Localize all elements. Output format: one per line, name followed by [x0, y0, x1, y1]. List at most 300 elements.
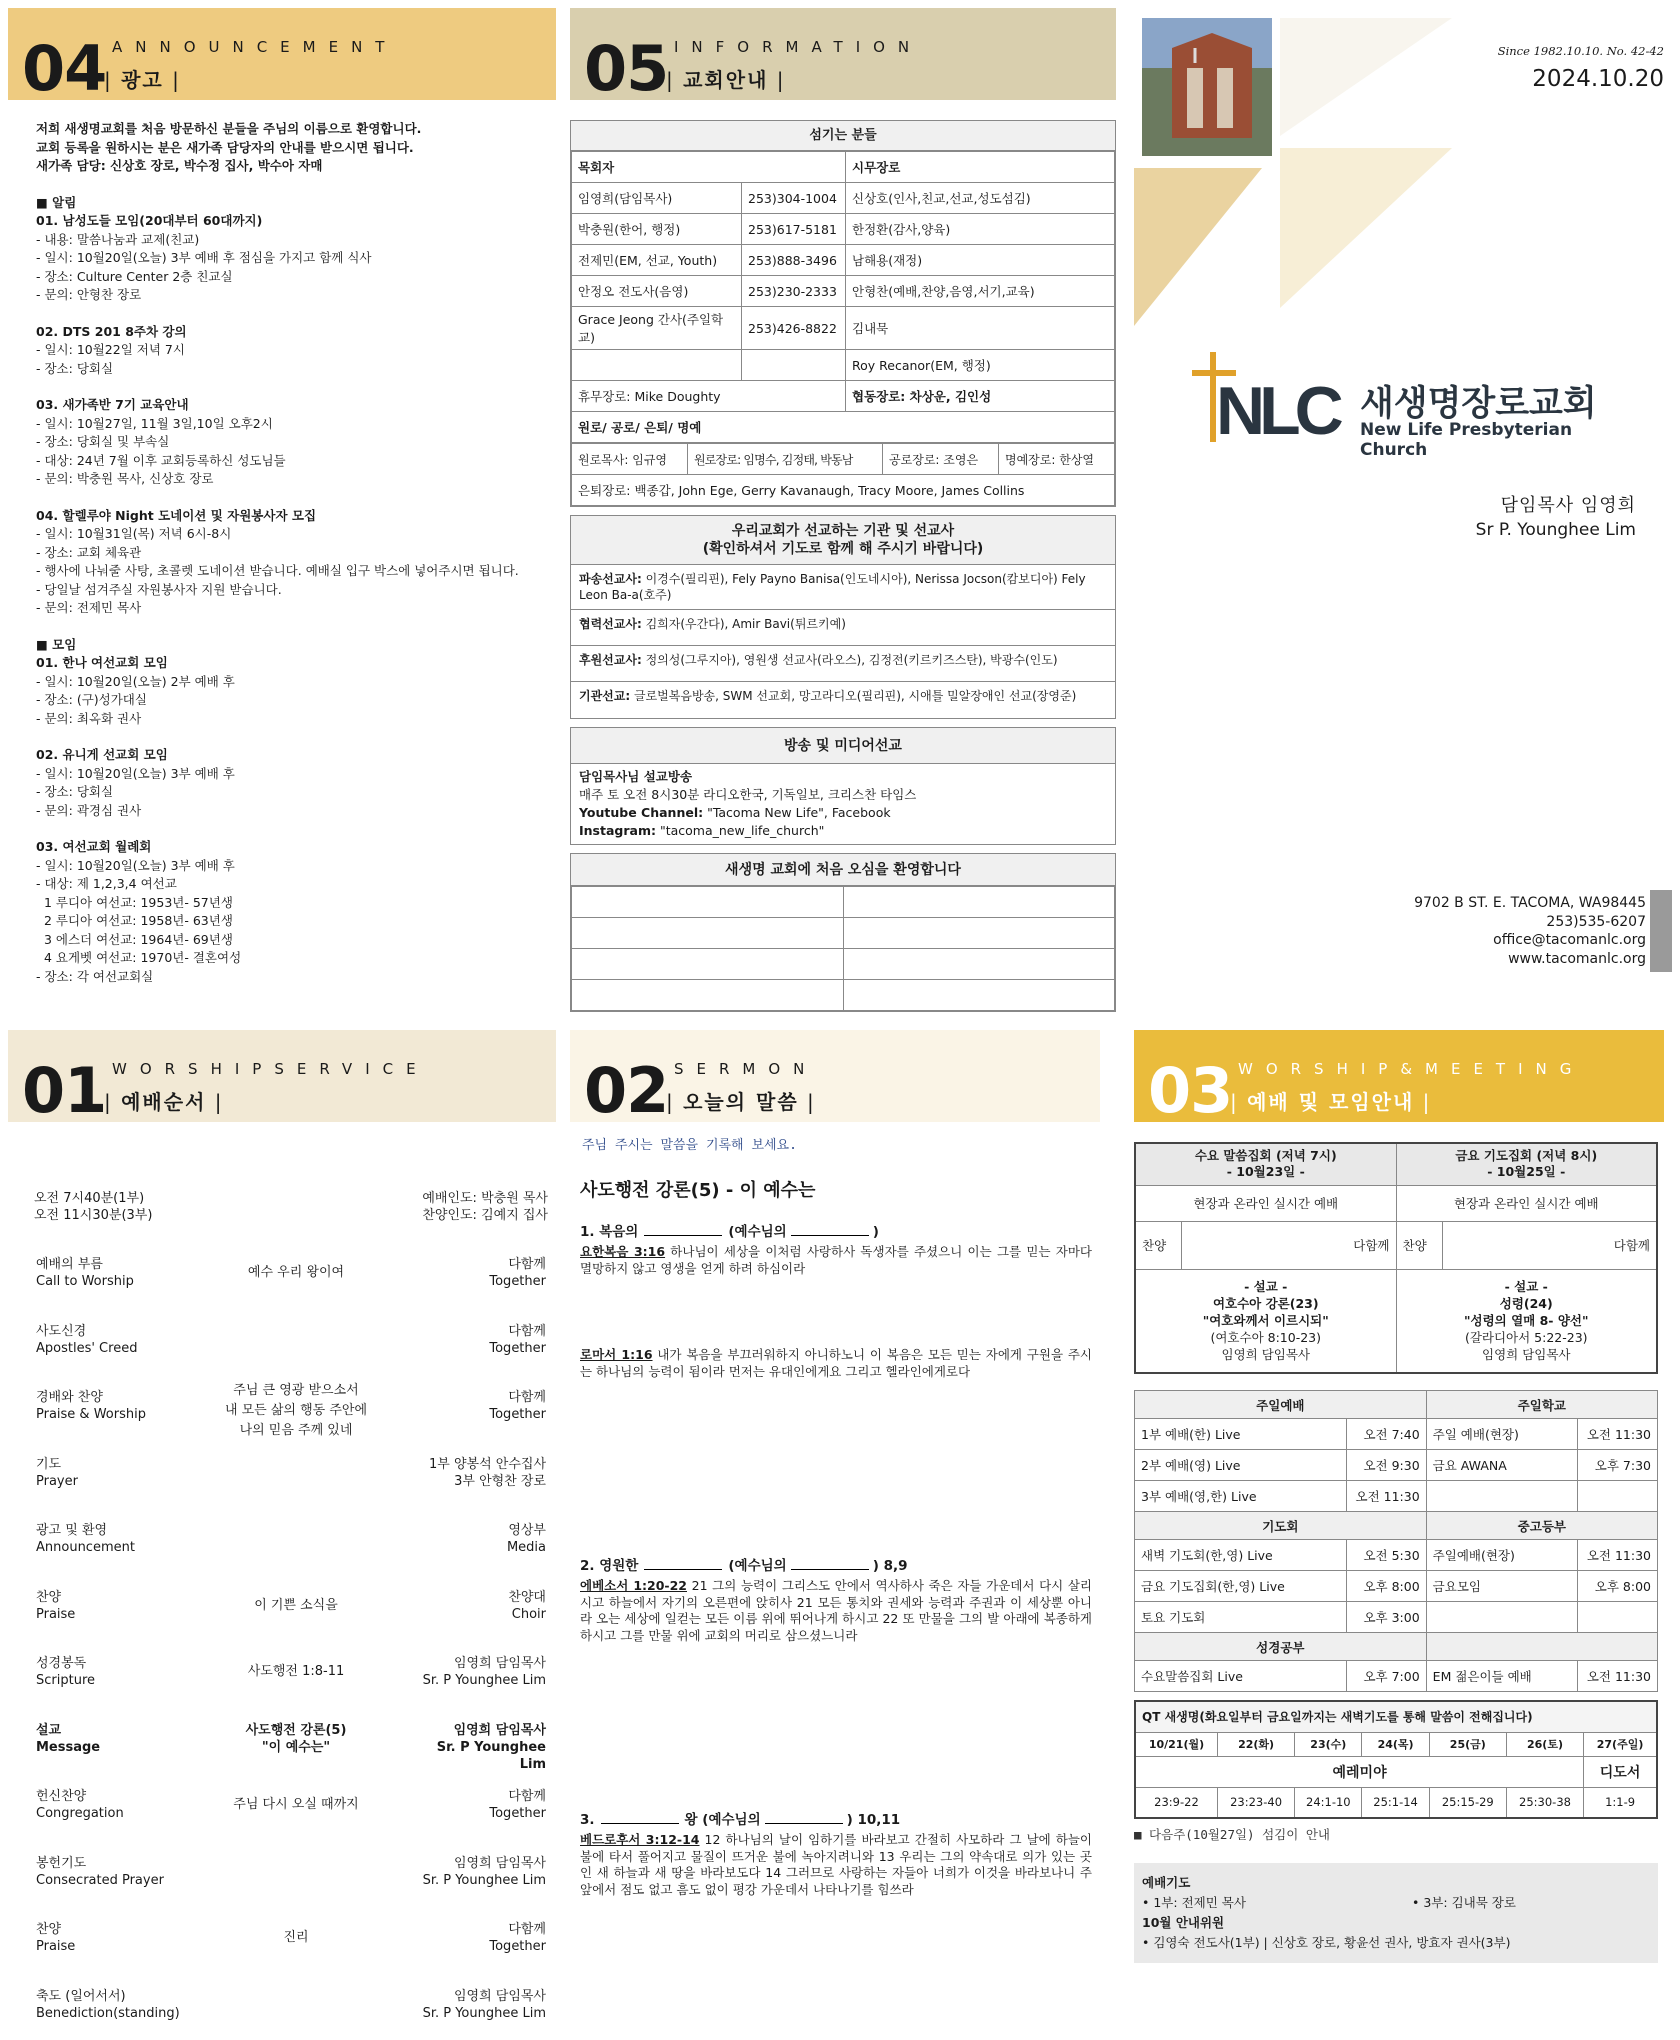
- order-title-korean: 설교: [36, 1722, 62, 1738]
- emeritus-table: [571, 443, 1115, 506]
- welcome-line: 교회 등록을 원하시는 분은 새가족 담당자의 안내를 받으시면 됩니다.: [36, 139, 414, 155]
- mission-label: 파송선교사:: [579, 572, 642, 586]
- schedule-time: 오전 9:30: [1346, 1450, 1426, 1481]
- notice-line: - 문의: 박충원 목사, 신상호 장로: [36, 471, 214, 486]
- meeting-line: - 장소: (구)성가대실: [36, 692, 147, 707]
- order-title: [36, 1589, 186, 1623]
- notice-item: [36, 396, 556, 489]
- welcome-box: [570, 853, 1116, 1012]
- schedule-row: [1135, 1419, 1658, 1450]
- order-title-korean: 경배와 찬양: [36, 1390, 103, 1405]
- notice-title: 04. 할렐루야 Night 도네이션 및 자원봉사자 모집: [36, 507, 317, 523]
- schedule-row: [1135, 1450, 1658, 1481]
- welcome-line: 저희 새생명교회를 처음 방문하신 분들을 주님의 이름으로 환영합니다.: [36, 121, 422, 136]
- order-title-korean: 기도: [36, 1456, 62, 1472]
- servers-box: 예배기도 • 1부: 전제민 목사 • 3부: 김내묵 장로 10월 안내위원 • 김영숙 전도사(1부) | 신상호 장로, 황윤선 권사, 방효자 권사(3부): [1134, 1863, 1658, 1963]
- section-number: 01: [22, 1054, 107, 1127]
- schedule-event: EM 젊은이들 예배: [1426, 1661, 1577, 1692]
- order-leader-line: 1부 양봉석 안수집사: [429, 1456, 546, 1472]
- pastor-phone: 253)617-5181: [742, 214, 846, 245]
- emeritus-title: 원로/ 공로/ 은퇴/ 명예: [572, 412, 1115, 443]
- media-line: [579, 768, 1107, 786]
- section-english-title: ANNOUNCEMENT: [112, 38, 398, 56]
- scripture-verse: [580, 1578, 1092, 1644]
- order-content: [186, 1855, 406, 1889]
- mission-title-line2: (확인하셔서 기도로 함께 해 주시기 바랍니다): [702, 541, 984, 557]
- order-content: 주님 큰 영광 받으소서 내 모든 삶의 행동 주안에 나의 믿음 주께 있네: [224, 1383, 368, 1438]
- mission-title-line1: 우리교회가 선교하는 기관 및 선교사: [731, 523, 955, 539]
- order-title: [36, 1256, 186, 1290]
- order-content: 예수 우리 왕이여: [247, 1265, 345, 1280]
- cover-panel: [1132, 8, 1672, 1010]
- order-title-english: Message: [36, 1739, 101, 1755]
- worship-header: [8, 1030, 556, 1127]
- worship-order-item: [36, 1788, 546, 1822]
- sermon-detail-line: 여호수아 강론(23): [1212, 1296, 1319, 1312]
- order-title-korean: 성경봉독: [36, 1656, 87, 1671]
- pastor-phone: 253)888-3496: [742, 245, 846, 276]
- fri-sermon: [1396, 1269, 1657, 1373]
- mission-text: 글로벌복음방송, SWM 선교회, 망고라디오(필리핀), 시애틀 밀알장애인 선교(장영준): [634, 689, 1077, 703]
- schedule-header-row: [1135, 1512, 1658, 1540]
- schedule-time: 오전 7:40: [1346, 1419, 1426, 1450]
- elder-name: 남해용(재정): [846, 245, 1115, 276]
- worship-order-item: [36, 1855, 546, 1889]
- schedule-time: 오전 11:30: [1578, 1540, 1658, 1571]
- meeting-heading: ■ 모임: [36, 636, 77, 652]
- meeting-header: [1134, 1030, 1664, 1127]
- wed-praise-label: 찬양: [1135, 1221, 1181, 1269]
- meeting-item: [36, 746, 556, 820]
- service-time-2: 오전 11시30분(3부): [34, 1208, 153, 1223]
- order-leader-line: Sr. P Younghee Lim: [422, 1673, 546, 1688]
- elder-name: 안형찬(예배,찬양,음영,서기,교육): [846, 276, 1115, 307]
- staff-row: [572, 245, 1115, 276]
- schedule-event: 수요말씀집회 Live: [1135, 1661, 1347, 1692]
- qt-reference: 23:23-40: [1217, 1787, 1294, 1818]
- announcement-panel: [8, 8, 556, 1010]
- bulletin-date: 2024.10.20: [1532, 66, 1664, 92]
- schedule-time: 오전 5:30: [1346, 1540, 1426, 1571]
- order-title: [36, 1788, 186, 1822]
- order-leader: [406, 1788, 546, 1822]
- worship-order-item: [36, 1323, 546, 1357]
- notice-title: 01. 남성도들 모임(20대부터 60대까지): [36, 213, 263, 228]
- fill-blank: [601, 1823, 679, 1824]
- pastor-name: 임영희(담임목사): [572, 183, 742, 214]
- verse-text: 21 그의 능력이 그리스도 안에서 역사하사 죽은 자들 가운데서 다시 살리시고 하늘에서 자기의 오른편에 앉히사 21 모든 통치와 권세와 능력과 주권과 이 세상뿐 아니라 오는 세상에 일컫는 모든 이름 위에 뛰어나게 하시고 22 또 만물을 그의 발 아래에 복종하게 하시고 그를 만물 위에 교회의 머리로 삼으셨느니라: [580, 1578, 1093, 1643]
- order-leader-line: Together: [489, 1939, 546, 1954]
- schedule-time: [1578, 1481, 1658, 1512]
- media-label: Instagram:: [579, 823, 656, 838]
- order-leader: [406, 1522, 546, 1556]
- address-line: office@tacomanlc.org: [1493, 932, 1646, 948]
- order-leader: [406, 1256, 546, 1290]
- sermon-title: 사도행전 강론(5) - 이 예수는: [580, 1180, 816, 1201]
- qt-reference: 1:1-9: [1584, 1787, 1657, 1818]
- schedule-header-row: [1135, 1391, 1658, 1419]
- meeting-line: 4 요게벳 여선교: 1970년- 결혼여성: [36, 950, 242, 965]
- schedule-header-row: [1135, 1633, 1658, 1661]
- qt-reference: 25:1-14: [1362, 1787, 1429, 1818]
- church-name-korean: 새생명장로교회: [1360, 384, 1597, 424]
- order-title: [36, 1855, 186, 1889]
- notice-line: - 일시: 10월31일(목) 저녁 6시-8시: [36, 526, 232, 541]
- elder-name: Roy Recanor(EM, 행정): [846, 350, 1115, 381]
- schedule-time: 오후 8:00: [1346, 1571, 1426, 1602]
- sermon-intro: 주님 주시는 말씀을 기록해 보세요.: [582, 1138, 797, 1153]
- order-leader-line: 임영희 담임목사: [453, 1722, 546, 1738]
- schedule-group-header: 주일예배: [1135, 1391, 1427, 1419]
- mission-label: 후원선교사:: [579, 653, 642, 667]
- verse-reference: 요한복음 3:16: [580, 1244, 666, 1259]
- prayer-third-service: 3부: 김내묵 장로: [1423, 1895, 1516, 1910]
- schedule-event: [1426, 1481, 1577, 1512]
- qt-reference: 23:9-22: [1135, 1787, 1217, 1818]
- order-leader: [406, 1988, 546, 2022]
- wed-date: - 10월23일 -: [1226, 1164, 1305, 1180]
- section-title: | 광고 |: [104, 64, 181, 93]
- order-title-english: Benediction(standing): [36, 2005, 180, 2021]
- scripture-verse: [580, 1244, 1092, 1277]
- order-title: [36, 1389, 186, 1441]
- sermon-detail-line: 임영희 담임목사: [1221, 1347, 1310, 1363]
- qt-book-2: 디도서: [1584, 1756, 1657, 1787]
- order-content: 진리: [283, 1930, 309, 1945]
- order-leader-line: 3부 안형찬 장로: [454, 1473, 546, 1489]
- worship-order-item: [36, 1722, 546, 1773]
- order-title: [36, 1456, 186, 1490]
- point-tail: ): [872, 1224, 879, 1240]
- fill-blank: [765, 1823, 843, 1824]
- order-title-korean: 찬양: [36, 1922, 62, 1937]
- schedule-time: 오후 3:00: [1346, 1602, 1426, 1633]
- staff-row: [572, 214, 1115, 245]
- meeting-item: [36, 654, 556, 728]
- fill-blank: [791, 1569, 869, 1570]
- notice-title: 03. 새가족반 7기 교육안내: [36, 397, 189, 412]
- church-name-english: New Life Presbyterian Church: [1360, 420, 1573, 460]
- order-title: [36, 1988, 186, 2022]
- schedule-time: 오전 11:30: [1578, 1661, 1658, 1692]
- staff-box: [570, 120, 1116, 507]
- order-leader: [406, 1589, 546, 1623]
- schedule-time: 오후 7:00: [1346, 1661, 1426, 1692]
- order-leader: [406, 1389, 546, 1441]
- order-leader-line: Sr. P Younghee Lim: [422, 2005, 546, 2021]
- since-label: Since 1982.10.10. No. 42-42: [1497, 44, 1664, 58]
- verse-reference: 로마서 1:16: [580, 1347, 653, 1362]
- schedule-event: 새벽 기도회(한,영) Live: [1135, 1540, 1347, 1571]
- schedule-time: 오전 11:30: [1578, 1419, 1658, 1450]
- schedule-event: 3부 예배(영,한) Live: [1135, 1481, 1347, 1512]
- pastor-phone: 253)426-8822: [742, 307, 846, 350]
- sermon-detail-line: - 설교 -: [1504, 1279, 1548, 1295]
- point-mid: (예수님의: [728, 1224, 787, 1240]
- point-head: 3.: [580, 1812, 595, 1828]
- order-content: 이 기쁜 소식을: [254, 1597, 338, 1613]
- pastor-phone: [742, 350, 846, 381]
- sermon-detail-line: 임영희 담임목사: [1482, 1347, 1571, 1363]
- order-leader: [406, 1921, 546, 1955]
- qt-day: 27(주일): [1584, 1732, 1657, 1756]
- order-content: 사도행전 강론(5) "이 예수는": [245, 1722, 347, 1755]
- pastor-name-korean: 담임목사 임영희: [1500, 495, 1636, 516]
- pastor-name: [572, 350, 742, 381]
- sermon-point: [580, 1554, 1092, 1644]
- order-leader-line: 다함께: [508, 1390, 546, 1405]
- emeritus-cell: 명예장로: 한상열: [999, 444, 1115, 475]
- schedule-group-header: 주일학교: [1426, 1391, 1657, 1419]
- emeritus-cell: 원로목사: 임규영: [572, 444, 688, 475]
- notice-title: 02. DTS 201 8주차 강의: [36, 323, 187, 339]
- point-head: 2. 영원한: [580, 1558, 639, 1574]
- usher-title: 10월 안내위원: [1142, 1915, 1225, 1930]
- order-leader-line: Together: [489, 1340, 546, 1356]
- schedule-row: [1135, 1481, 1658, 1512]
- order-leader: [406, 1855, 546, 1889]
- pastor-name: 박충원(한어, 행정): [572, 214, 742, 245]
- order-title-english: Apostles' Creed: [36, 1340, 138, 1356]
- order-leader: [406, 1655, 546, 1689]
- order-content: [186, 1988, 406, 2022]
- worship-order-item: [36, 1383, 546, 1441]
- order-leader-line: Together: [489, 1806, 546, 1821]
- qt-day: 22(화): [1217, 1732, 1294, 1756]
- order-title-korean: 찬양: [36, 1589, 62, 1605]
- pastor-header: 목회자: [572, 152, 846, 183]
- section-english-title: WORSHIP&MEETING: [1238, 1060, 1585, 1078]
- order-leader-line: Choir: [511, 1606, 546, 1622]
- sermon-point-heading: [580, 1808, 1092, 1828]
- meeting-line: - 일시: 10월20일(오늘) 3부 예배 후: [36, 857, 235, 873]
- schedule-row: [1135, 1661, 1658, 1692]
- notice-heading: ■ 알림: [36, 194, 77, 210]
- order-title-korean: 광고 및 환영: [36, 1523, 108, 1538]
- prayer-title: 예배기도: [1142, 1875, 1191, 1890]
- mission-text: 정의성(그루지아), 영원생 선교사(라오스), 김정전(키르키즈스탄), 박광수(인도): [645, 653, 1058, 667]
- media-text: "tacoma_new_life_church": [655, 823, 825, 838]
- schedule-row: [1135, 1571, 1658, 1602]
- senior-pastor: [1476, 494, 1636, 542]
- qt-day: 10/21(월): [1135, 1732, 1217, 1756]
- prayer-first-service: 1부: 전제민 목사: [1153, 1895, 1246, 1910]
- fri-date: - 10월25일 -: [1487, 1164, 1566, 1180]
- pastor-phone: 253)230-2333: [742, 276, 846, 307]
- qt-book-1: 예레미야: [1135, 1756, 1584, 1787]
- sermon-panel: [570, 1030, 1100, 2032]
- schedule-event: 주일 예배(현장): [1426, 1419, 1577, 1450]
- order-leader-line: Sr. P Younghee Lim: [436, 1739, 546, 1772]
- worship-order-item: [36, 1988, 546, 2022]
- notice-line: - 행사에 나눠줄 사탕, 초콜렛 도네이션 받습니다. 예배실 입구 박스에 넣어주시면 됩니다.: [36, 563, 519, 578]
- meeting-line: - 문의: 곽경심 권사: [36, 802, 142, 818]
- schedule-event: 주일예배(현장): [1426, 1540, 1577, 1571]
- meeting-line: - 대상: 제 1,2,3,4 여선교: [36, 876, 177, 891]
- notice-line: - 장소: 당회실: [36, 360, 114, 376]
- sermon-detail-line: (여호수아 8:10-23): [1210, 1330, 1321, 1346]
- elder-name: 한정환(감사,양육): [846, 214, 1115, 245]
- fill-blank: [644, 1569, 722, 1570]
- staff-table: [571, 151, 1115, 443]
- qt-table: [1134, 1700, 1658, 1819]
- sermon-point: [580, 1808, 1092, 1898]
- order-leader-line: 다함께: [508, 1789, 546, 1804]
- qt-day: 24(목): [1362, 1732, 1429, 1756]
- worship-order-item: [36, 1256, 546, 1290]
- point-mid: (예수님의: [728, 1558, 787, 1574]
- media-title: 방송 및 미디어선교: [571, 728, 1115, 764]
- retired-elder: 휴무장로: Mike Doughty: [572, 381, 846, 412]
- order-title-korean: 축도 (일어서서): [36, 1988, 126, 2004]
- fri-title: 금요 기도집회 (저녁 8시): [1455, 1148, 1598, 1164]
- scripture-verse: [580, 1347, 1092, 1380]
- information-panel: [570, 8, 1116, 1010]
- media-lines: [571, 764, 1115, 844]
- pastor-name: 전제민(EM, 선교, Youth): [572, 245, 742, 276]
- order-leader-line: 임영희 담임목사: [453, 1988, 546, 2004]
- church-logo: [1190, 352, 1630, 462]
- fri-praise-value: 다함께: [1442, 1221, 1657, 1269]
- mission-title: [571, 516, 1115, 565]
- wed-sermon: [1135, 1269, 1396, 1373]
- address-bar: [1650, 890, 1672, 972]
- meeting-title: 02. 유니게 선교회 모임: [36, 747, 168, 762]
- meeting-title: 01. 한나 여선교회 모임: [36, 655, 168, 670]
- schedule-event: 금요 기도집회(한,영) Live: [1135, 1571, 1347, 1602]
- sermon-detail-line: "성령의 열매 8- 양선": [1464, 1313, 1589, 1329]
- mission-list: [571, 565, 1115, 718]
- section-number: 02: [584, 1054, 669, 1127]
- next-week-heading: ■ 다음주(10월27일) 섬김이 안내: [1134, 1827, 1331, 1842]
- mission-label: 협력선교사:: [579, 617, 642, 631]
- meeting-line: - 일시: 10월20일(오늘) 3부 예배 후: [36, 765, 235, 781]
- order-leader-line: Together: [489, 1407, 546, 1422]
- worship-order-item: [36, 1589, 546, 1623]
- fill-blank: [791, 1235, 869, 1236]
- notice-line: - 일시: 10월22일 저녁 7시: [36, 342, 185, 357]
- information-header: [570, 8, 1116, 105]
- pastor-name: Grace Jeong 간사(주일학교): [572, 307, 742, 350]
- schedule-group-header: 중고등부: [1426, 1512, 1657, 1540]
- sermon-point-heading: [580, 1554, 1092, 1574]
- fri-online: 현장과 온라인 실시간 예배: [1396, 1185, 1657, 1221]
- cover-graphic: [1132, 8, 1452, 328]
- worship-order-item: [36, 1921, 546, 1955]
- schedule-time: 오전 11:30: [1346, 1481, 1426, 1512]
- notice-line: - 문의: 안형찬 장로: [36, 287, 142, 302]
- order-title-english: Announcement: [36, 1540, 135, 1555]
- meeting-line: 3 에스더 여선교: 1964년- 69년생: [36, 931, 233, 947]
- wed-title: 수요 말씀집회 (저녁 7시): [1194, 1148, 1337, 1164]
- verse-text: 내가 복음을 부끄러워하지 아니하노니 이 복음은 모든 믿는 자에게 구원을 주시는 하나님의 능력이 됨이라 먼저는 유대인에게요 그리고 헬라인에게로다: [580, 1347, 1093, 1379]
- section-title: | 예배 및 모임안내 |: [1230, 1086, 1431, 1115]
- qt-day: 23(수): [1295, 1732, 1362, 1756]
- service-times: [34, 1190, 152, 1224]
- point-head: 1. 복음의: [580, 1224, 639, 1240]
- schedule-time: [1578, 1602, 1658, 1633]
- section-title: | 예배순서 |: [104, 1086, 224, 1115]
- staff-row: [572, 350, 1115, 381]
- retired-elders-row: 은퇴장로: 백종갑, John Ege, Gerry Kavanaugh, Tracy Moore, James Collins: [572, 475, 1115, 506]
- sermon-header: [570, 1030, 1100, 1127]
- point-tail: ) 8,9: [872, 1558, 908, 1574]
- order-content: 사도행전 1:8-11: [247, 1664, 345, 1679]
- staff-row: [572, 276, 1115, 307]
- sermon-point-heading: [580, 1220, 1092, 1240]
- notice-line: - 문의: 전제민 목사: [36, 600, 142, 615]
- order-title-korean: 사도신경: [36, 1323, 87, 1339]
- meeting-line: - 일시: 10월20일(오늘) 2부 예배 후: [36, 673, 235, 689]
- mission-text: 이경수(필리핀), Fely Payno Banisa(인도네시아), Nerissa Jocson(캄보디아) Fely Leon Ba-a(호주): [579, 572, 1086, 602]
- notice-line: - 당일날 섬겨주실 자원봉사자 지원 받습니다.: [36, 581, 282, 597]
- schedule-row: [1135, 1602, 1658, 1633]
- sermon-detail-line: - 설교 -: [1244, 1279, 1288, 1295]
- verse-reference: 베드로후서 3:12-14: [580, 1832, 700, 1847]
- order-title: [36, 1722, 186, 1773]
- pastor-name-english: Sr P. Younghee Lim: [1475, 520, 1636, 540]
- wed-praise-value: 다함께: [1181, 1221, 1396, 1269]
- notice-line: - 대상: 24년 7월 이후 교회등록하신 성도님들: [36, 452, 286, 468]
- wed-header: [1135, 1143, 1396, 1185]
- order-title-english: Consecrated Prayer: [36, 1872, 164, 1888]
- address-line: www.tacomanlc.org: [1508, 950, 1646, 967]
- announcement-body: [8, 100, 556, 986]
- order-content: [186, 1456, 406, 1490]
- order-title-korean: 헌신찬양: [36, 1789, 87, 1804]
- order-leader: [406, 1323, 546, 1357]
- mission-row: [571, 565, 1115, 610]
- fill-blank: [644, 1235, 722, 1236]
- welcome-line: 새가족 담당: 신상호 장로, 박수정 집사, 박수아 자매: [36, 158, 323, 173]
- worship-order-item: [36, 1456, 546, 1490]
- notice-item: [36, 323, 556, 379]
- order-title-english: Praise & Worship: [36, 1407, 146, 1422]
- meeting-line: - 장소: 각 여선교회실: [36, 968, 154, 984]
- address-line: 9702 B ST. E. TACOMA, WA98445: [1414, 895, 1646, 911]
- notice-line: - 장소: 교회 체육관: [36, 544, 142, 560]
- qt-reference: 25:30-38: [1506, 1787, 1583, 1818]
- logo-letters: NLC: [1216, 373, 1338, 449]
- meeting-title: 03. 여선교회 월례회: [36, 839, 152, 854]
- order-title: [36, 1921, 186, 1955]
- sermon-point: [580, 1220, 1092, 1380]
- media-label: 담임목사님 설교방송: [579, 769, 693, 784]
- notice-line: - 내용: 말씀나눔과 교제(친교): [36, 231, 200, 247]
- announcement-header: [8, 8, 556, 105]
- order-leader-line: 영상부: [508, 1523, 546, 1538]
- emeritus-cell: 원로장로: 임명수, 김정태, 박동남: [687, 444, 882, 475]
- order-content: [186, 1323, 406, 1357]
- order-title: [36, 1522, 186, 1556]
- mission-row: [571, 682, 1115, 718]
- elder-name: 신상호(인사,친교,선교,성도섬김): [846, 183, 1115, 214]
- midweek-table: [1134, 1142, 1658, 1374]
- qt-day: 25(금): [1429, 1732, 1506, 1756]
- order-leader-line: 다함께: [508, 1257, 546, 1272]
- order-title-english: Call to Worship: [36, 1274, 134, 1289]
- pastor-phone: 253)304-1004: [742, 183, 846, 214]
- service-time-1: 오전 7시40분(1부): [34, 1191, 145, 1206]
- media-label: Youtube Channel:: [579, 805, 704, 820]
- meeting-panel: [1134, 1030, 1664, 2032]
- schedule-group-header: 성경공부: [1135, 1633, 1427, 1661]
- sermon-detail-line: "여호와께서 이르시되": [1202, 1313, 1329, 1329]
- elder-name: 김내묵: [846, 307, 1115, 350]
- qt-title: QT 새생명(화요일부터 금요일까지는 새벽기도를 통해 말씀이 전해집니다): [1135, 1701, 1657, 1732]
- section-english-title: SERMON: [674, 1060, 818, 1078]
- service-leaders: [422, 1190, 548, 1224]
